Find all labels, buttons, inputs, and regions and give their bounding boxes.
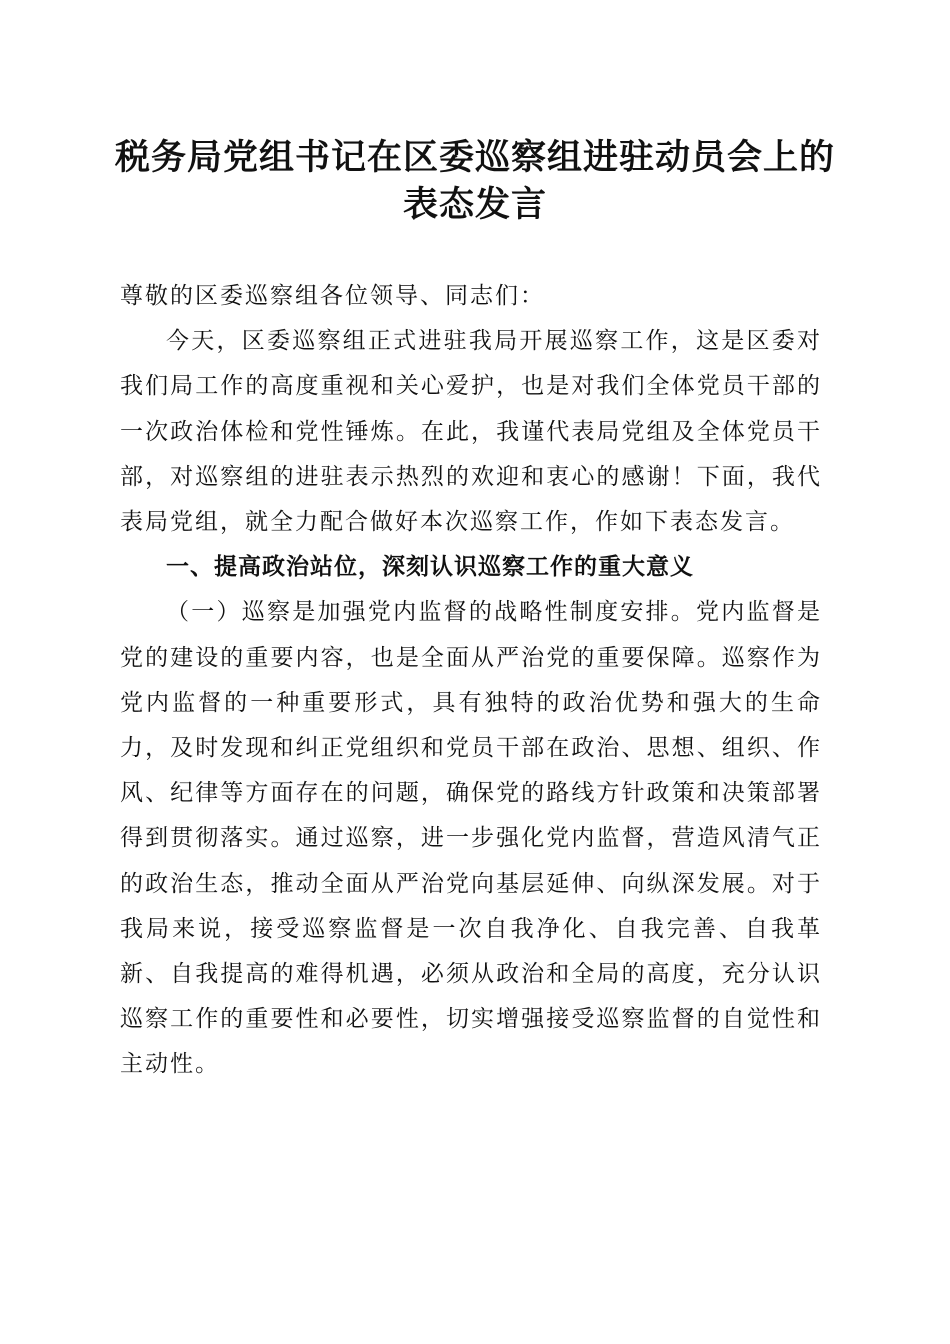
- opening-paragraph: 今天，区委巡察组正式进驻我局开展巡察工作，这是区委对我们局工作的高度重视和关心爱护，也是对我们全体党员干部的一次政治体检和党性锤炼。在此，我谨代表局党组及全体党员干部，对巡察组的进驻表示热烈的欢迎和衷心的感谢！下面，我代表局党组，就全力配合做好本次巡察工作，作如下表态发言。: [120, 328, 822, 536]
- subheading-1: （一）巡察是加强党内监督的战略性制度安排。: [166, 599, 697, 626]
- section-heading-1: 一、提高政治站位，深刻认识巡察工作的重大意义: [166, 554, 694, 581]
- section-paragraph-1: [120, 590, 822, 1087]
- title-line-1: 税务局党组书记在区委巡察组进驻动员会上的: [114, 137, 835, 178]
- document-body: [120, 274, 822, 1088]
- salutation: 尊敬的区委巡察组各位领导、同志们：: [120, 283, 545, 309]
- document-title: [100, 134, 850, 228]
- section-paragraph-1-text: 党内监督是党的建设的重要内容，也是全面从严治党的重要保障。巡察作为党内监督的一种重要形式，具有独特的政治优势和强大的生命力，及时发现和纠正党组织和党员干部在政治、思想、组织、作风、纪律等方面存在的问题，确保党的路线方针政策和决策部署得到贯彻落实。通过巡察，进一步强化党内监督，营造风清气正的政治生态，推动全面从严治党向基层延伸、向纵深发展。对于我局来说，接受巡察监督是一次自我净化、自我完善、自我革新、自我提高的难得机遇，必须从政治和全局的高度，充分认识巡察工作的重要性和必要性，切实增强接受巡察监督的自觉性和主动性。: [120, 599, 823, 1078]
- title-line-2: 表态发言: [402, 184, 547, 225]
